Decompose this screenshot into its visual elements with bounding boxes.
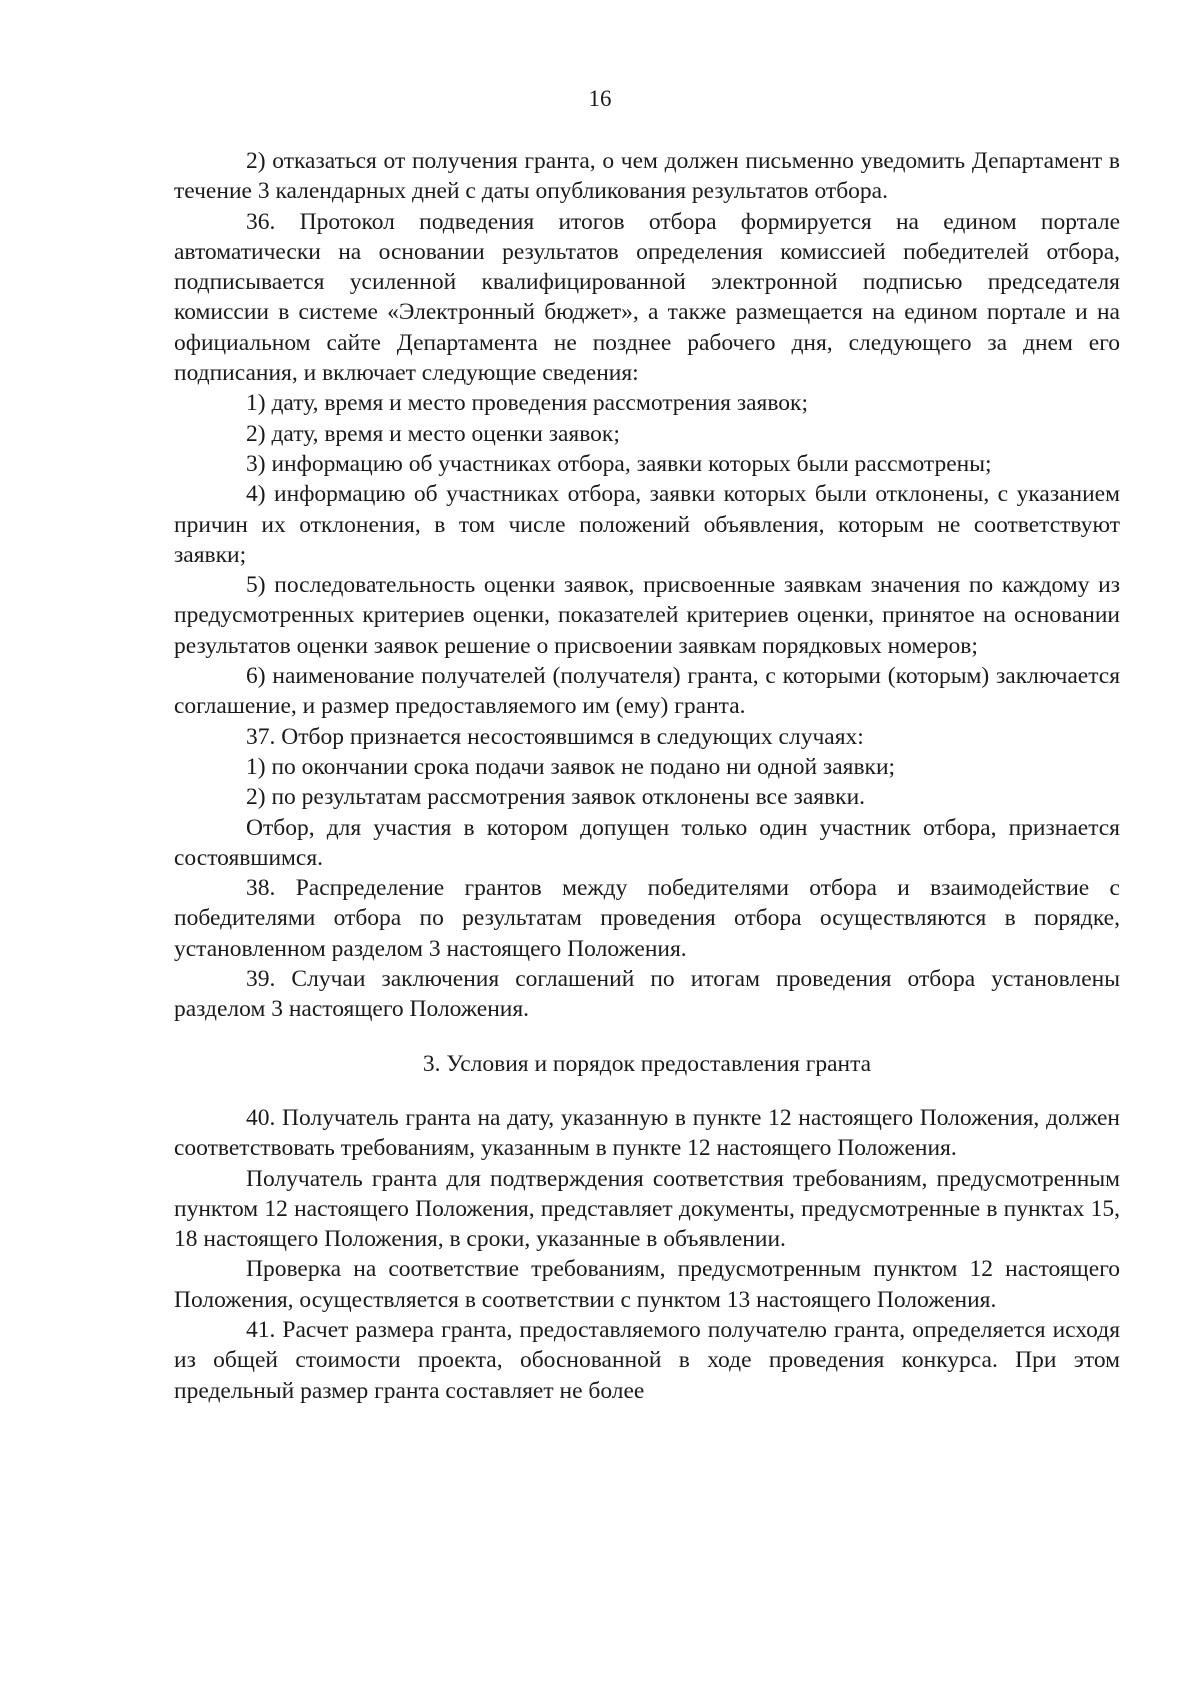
paragraph: Проверка на соответствие требованиям, предусмотренным пунктом 12 настоящего Положения, осуществляется в соответствии с пунктом 13 настоящего Положения. bbox=[174, 1256, 1120, 1313]
list-item: 2) дату, время и место оценки заявок; bbox=[246, 420, 620, 447]
paragraph: 2) отказаться от получения гранта, о чем должен письменно уведомить Департамент в течение 3 календарных дней с даты опубликования результатов отбора. bbox=[174, 148, 1120, 205]
section-heading: 3. Условия и порядок предоставления гранта bbox=[422, 1050, 872, 1077]
paragraph: 37. Отбор признается несостоявшимся в следующих случаях: bbox=[246, 723, 864, 750]
list-item: 3) информацию об участниках отбора, заявки которых были рассмотрены; bbox=[246, 450, 992, 477]
paragraph: 39. Случаи заключения соглашений по итогам проведения отбора установлены разделом 3 настоящего Положения. bbox=[174, 966, 1120, 1023]
document-body bbox=[174, 146, 1120, 1406]
paragraph: 38. Распределение грантов между победителями отбора и взаимодействие с победителями отбора по результатам проведения отбора осуществляются в порядке, установленном разделом 3 настоящего Положения. bbox=[174, 875, 1120, 962]
paragraph: 36. Протокол подведения итогов отбора формируется на едином портале автоматически на основании результатов определения комиссией победителей отбора, подписывается усиленной квалифицированной электронной подписью председателя комиссии в системе «Электронный бюджет», а также размещается на едином портале и на официальном сайте Департамента не позднее рабочего дня, следующего за днем его подписания, и включает следующие сведения: bbox=[174, 208, 1120, 387]
list-item: 6) наименование получателей (получателя) гранта, с которыми (которым) заключается соглашение, и размер предоставляемого им (ему) гранта. bbox=[174, 663, 1120, 720]
list-item: 2) по результатам рассмотрения заявок отклонены все заявки. bbox=[246, 784, 866, 811]
list-item: 1) дату, время и место проведения рассмотрения заявок; bbox=[246, 390, 808, 417]
page-number: 16 bbox=[588, 86, 612, 111]
list-item: 4) информацию об участниках отбора, заявки которых были отклонены, с указанием причин их отклонения, в том числе положений объявления, которым не соответствуют заявки; bbox=[174, 481, 1120, 568]
paragraph: 41. Расчет размера гранта, предоставляемого получателю гранта, определяется исходя из общей стоимости проекта, обоснованной в ходе проведения конкурса. При этом предельный размер гранта составляет не более bbox=[174, 1316, 1120, 1404]
paragraph: 40. Получатель гранта на дату, указанную в пункте 12 настоящего Положения, должен соответствовать требованиям, указанным в пункте 12 настоящего Положения. bbox=[174, 1104, 1120, 1162]
list-item: 1) по окончании срока подачи заявок не подано ни одной заявки; bbox=[246, 753, 896, 780]
paragraph: Отбор, для участия в котором допущен только один участник отбора, признается состоявшимся. bbox=[174, 814, 1120, 871]
paragraph: Получатель гранта для подтверждения соответствия требованиям, предусмотренным пунктом 12 настоящего Положения, представляет документы, предусмотренные в пунктах 15, 18 настоящего Положения, в сроки, указанные в объявлении. bbox=[174, 1165, 1120, 1253]
list-item: 5) последовательность оценки заявок, присвоенные заявкам значения по каждому из предусмотренных критериев оценки, показателей критериев оценки, принятое на основании результатов оценки заявок решение о присвоении заявкам порядковых номеров; bbox=[174, 572, 1120, 659]
